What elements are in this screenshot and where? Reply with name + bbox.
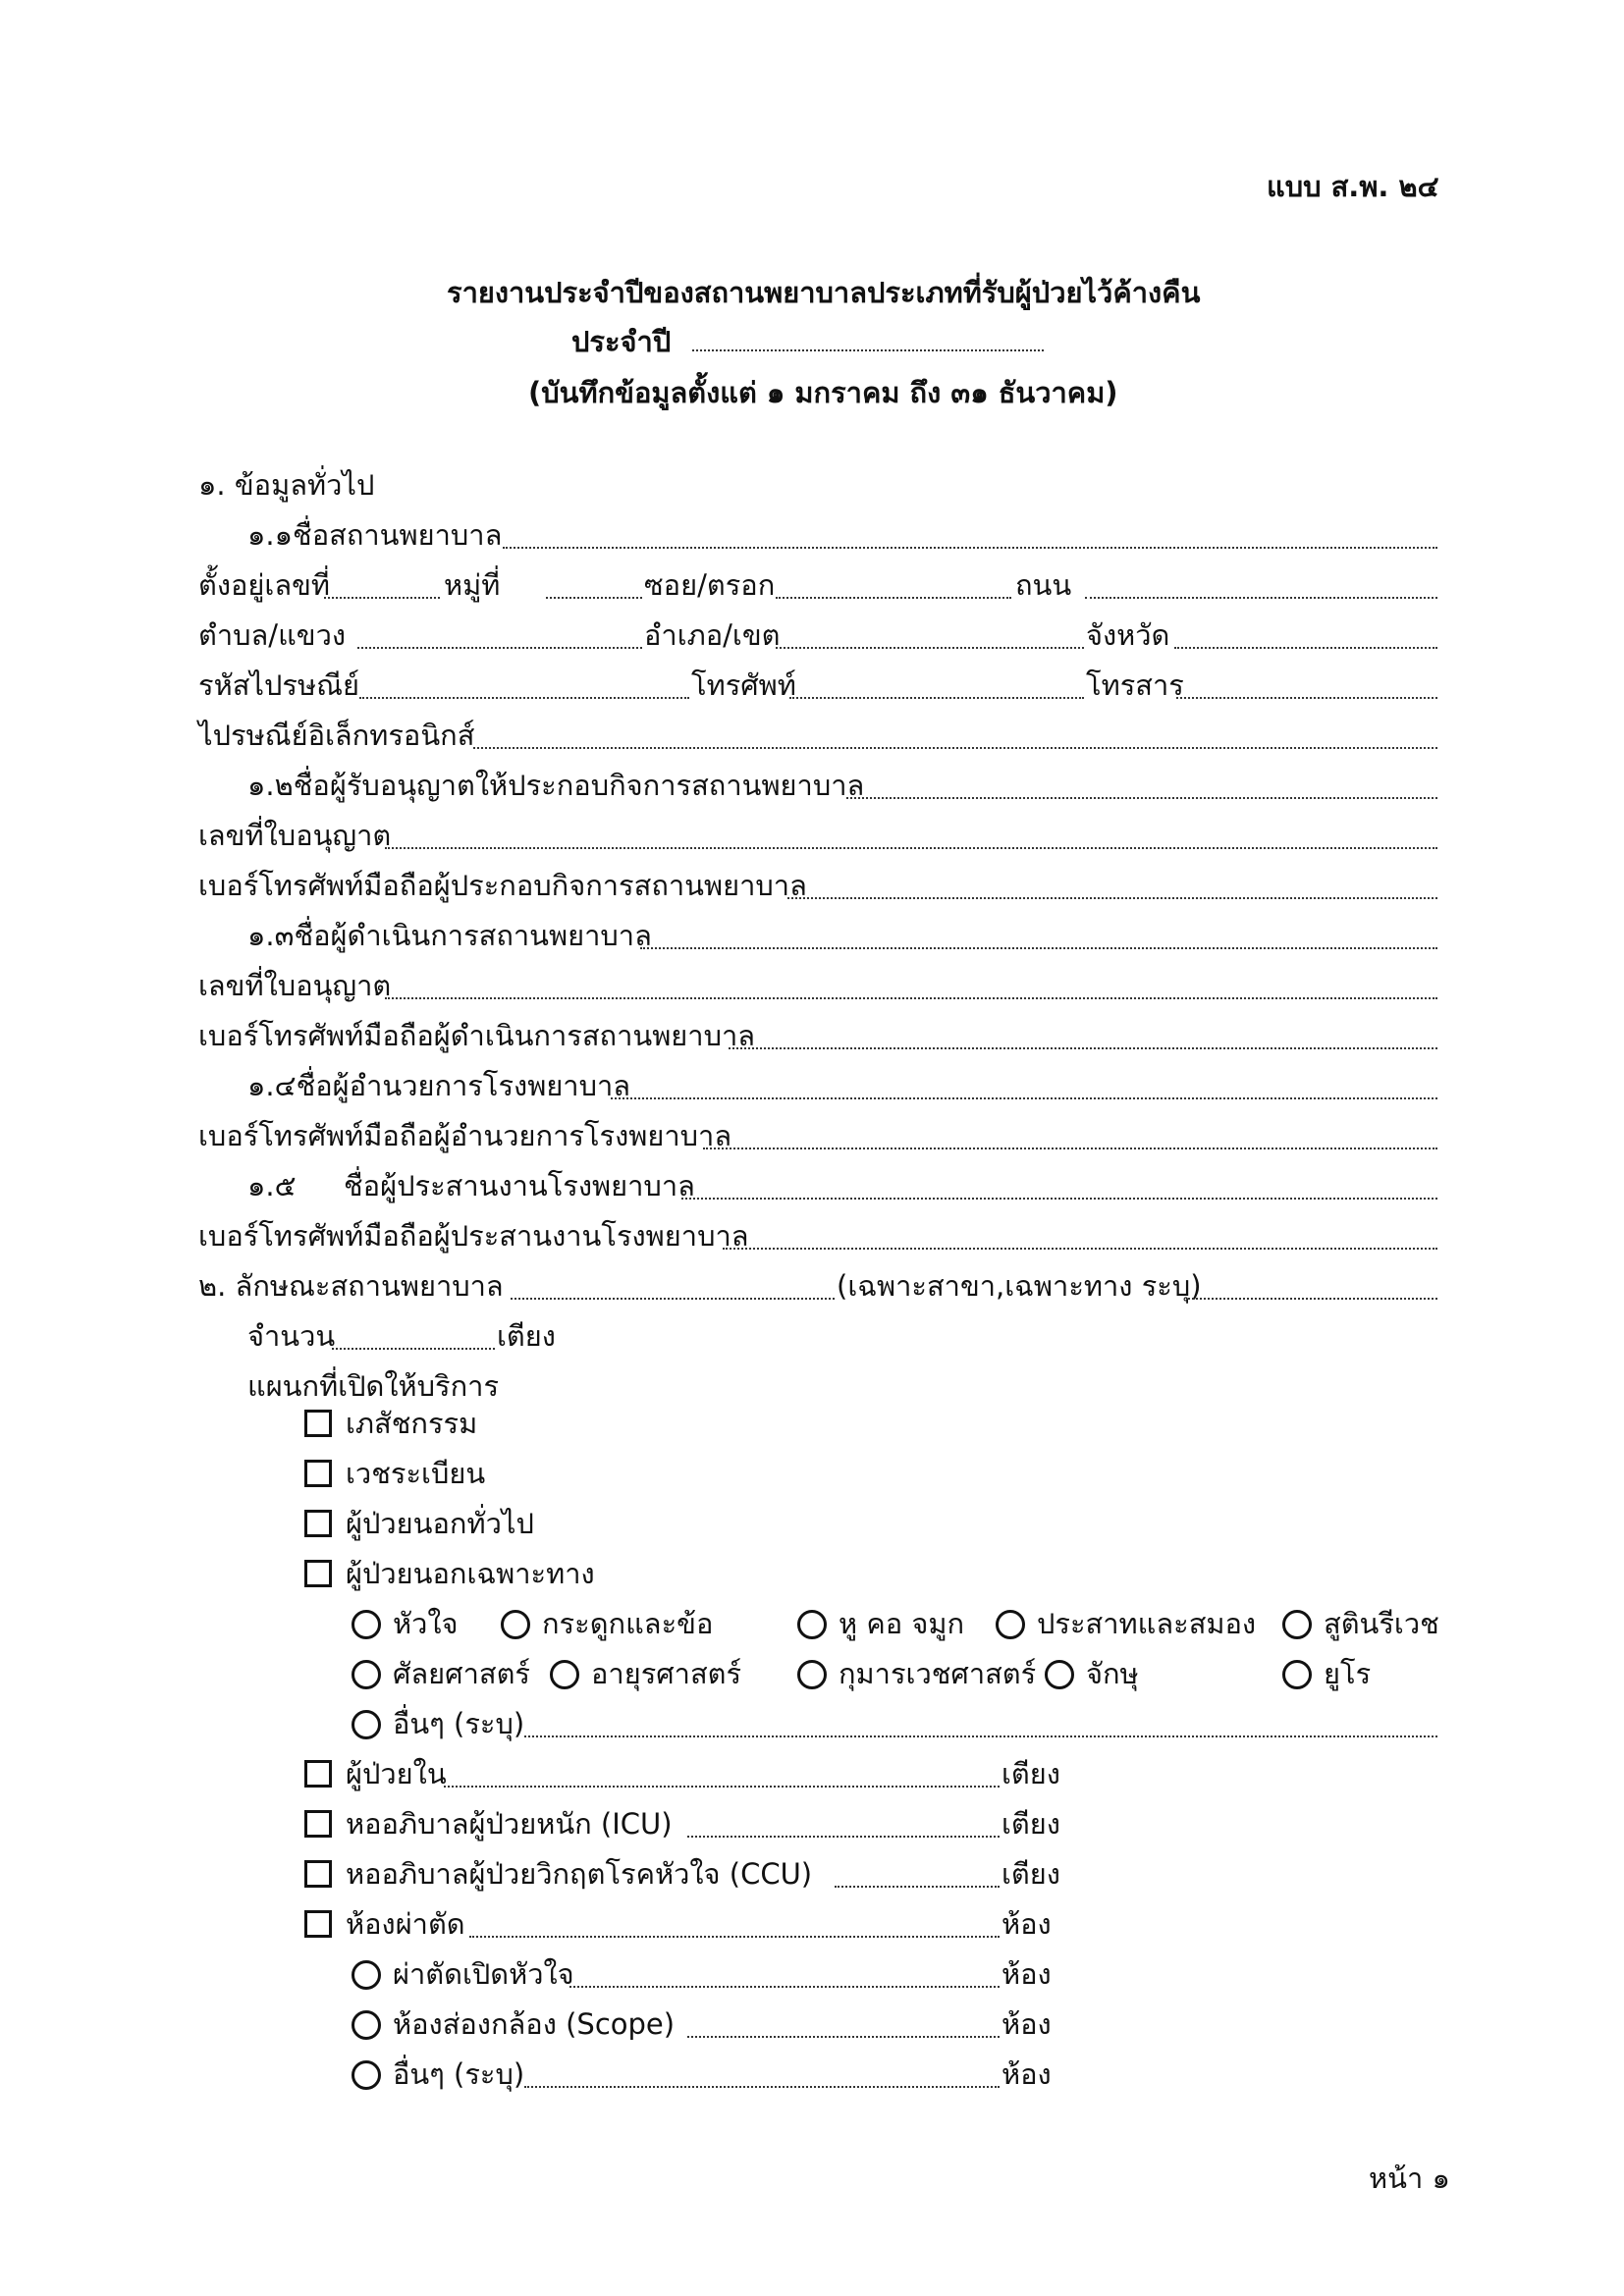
radio-open-heart[interactable] [352, 1960, 381, 1990]
field-operator[interactable] [640, 947, 1437, 949]
label-tambon: ตำบล/แขวง [198, 618, 347, 652]
label-urology: ยูโร [1324, 1657, 1372, 1690]
field-licensee[interactable] [846, 797, 1437, 799]
checkbox-general-opd[interactable] [304, 1510, 332, 1537]
field-hospital-type[interactable] [511, 1298, 835, 1300]
label-other-room: อื่นๆ (ระบุ) [393, 2057, 525, 2091]
radio-other-room[interactable] [352, 2060, 381, 2090]
field-addr-no[interactable] [324, 597, 440, 599]
label-mobile-4: เบอร์โทรศัพท์มือถือผู้ประสานงานโรงพยาบาล [198, 1219, 749, 1253]
label-ent: หู คอ จมูก [839, 1607, 965, 1640]
field-province[interactable] [1174, 647, 1437, 649]
label-operator: ๑.๓ชื่อผู้ดำเนินการสถานพยาบาล [247, 919, 652, 952]
label-mobile-3: เบอร์โทรศัพท์มือถือผู้อำนวยการโรงพยาบาล [198, 1119, 732, 1152]
label-moo: หมู่ที่ [444, 568, 501, 602]
title-line1: รายงานประจำปีของสถานพยาบาลประเภทที่รับผู้ป่วยไว้ค้างคืน [447, 276, 1201, 309]
field-postcode[interactable] [359, 697, 689, 699]
label-director: ๑.๔ชื่อผู้อำนวยการโรงพยาบาล [247, 1069, 631, 1102]
label-email: ไปรษณีย์อิเล็กทรอนิกส์ [198, 719, 475, 752]
field-amphoe[interactable] [776, 647, 1084, 649]
label-specialty-opd: ผู้ป่วยนอกเฉพาะทาง [346, 1557, 595, 1590]
unit-ccu: เตียง [1001, 1857, 1060, 1891]
field-icu[interactable] [687, 1836, 1000, 1838]
label-hospital-name: ๑.๑ชื่อสถานพยาบาล [247, 518, 503, 552]
field-ccu[interactable] [835, 1886, 1000, 1888]
radio-ophthalmology[interactable] [1045, 1660, 1074, 1689]
label-or: ห้องผ่าตัด [346, 1907, 465, 1941]
label-pediatrics: กุมารเวชศาสตร์ [839, 1657, 1037, 1690]
field-phone[interactable] [789, 697, 1084, 699]
field-ipd[interactable] [444, 1786, 1000, 1788]
label-ccu: หออภิบาลผู้ป่วยวิกฤตโรคหัวใจ (CCU) [346, 1857, 813, 1891]
label-mobile-2: เบอร์โทรศัพท์มือถือผู้ดำเนินการสถานพยาบาล [198, 1019, 756, 1052]
field-coordinator[interactable] [681, 1198, 1437, 1200]
radio-ent[interactable] [797, 1610, 827, 1639]
title-line2: ประจำปี [571, 325, 672, 358]
label-province: จังหวัด [1086, 618, 1170, 652]
label-obgyn: สูตินรีเวช [1324, 1607, 1439, 1640]
field-scope[interactable] [687, 2036, 1000, 2038]
label-count: จำนวน [247, 1319, 336, 1353]
label-medicine: อายุรศาสตร์ [591, 1657, 742, 1690]
label-amphoe: อำเภอ/เขต [644, 618, 781, 652]
label-addr-no: ตั้งอยู่เลขที่ [198, 568, 331, 602]
radio-surgery[interactable] [352, 1660, 381, 1689]
field-other-room[interactable] [524, 2086, 1000, 2088]
label-license-1: เลขที่ใบอนุญาต [198, 819, 392, 852]
label-postcode: รหัสไปรษณีย์ [198, 668, 359, 702]
label-general-opd: ผู้ป่วยนอกทั่วไป [346, 1507, 534, 1540]
radio-neuro[interactable] [996, 1610, 1025, 1639]
field-license-1[interactable] [385, 847, 1437, 849]
field-open-heart[interactable] [569, 1986, 1000, 1988]
unit-open-heart: ห้อง [1001, 1957, 1052, 1991]
unit-ipd: เตียง [1001, 1757, 1060, 1790]
label-neuro: ประสาทและสมอง [1037, 1607, 1257, 1640]
label-medical-records: เวชระเบียน [346, 1457, 486, 1490]
radio-other-specialty[interactable] [352, 1710, 381, 1739]
field-soi[interactable] [776, 597, 1011, 599]
field-other-specialty[interactable] [524, 1735, 1437, 1737]
s1-heading: ๑. ข้อมูลทั่วไป [198, 468, 375, 502]
radio-urology[interactable] [1282, 1660, 1312, 1689]
field-bed-count[interactable] [332, 1348, 495, 1350]
label-license-2: เลขที่ใบอนุญาต [198, 969, 392, 1002]
label-phone: โทรศัพท์ [691, 668, 796, 702]
label-other-specialty: อื่นๆ (ระบุ) [393, 1707, 525, 1740]
field-mobile-3[interactable] [703, 1148, 1437, 1149]
label-scope: ห้องส่องกล้อง (Scope) [393, 2007, 676, 2041]
label-mobile-1: เบอร์โทรศัพท์มือถือผู้ประกอบกิจการสถานพยาบาล [198, 869, 807, 902]
checkbox-icu[interactable] [304, 1810, 332, 1838]
checkbox-ccu[interactable] [304, 1860, 332, 1888]
field-mobile-1[interactable] [787, 897, 1437, 899]
field-road[interactable] [1085, 597, 1437, 599]
field-moo[interactable] [546, 597, 642, 599]
field-mobile-2[interactable] [729, 1047, 1437, 1049]
label-soi: ซอย/ตรอก [644, 568, 776, 602]
checkbox-medical-records[interactable] [304, 1460, 332, 1487]
field-mobile-4[interactable] [723, 1248, 1437, 1250]
field-hospital-name[interactable] [503, 547, 1437, 549]
title-line3: (บันทึกข้อมูลตั้งแต่ ๑ มกราคม ถึง ๓๑ ธันวาคม) [528, 376, 1118, 409]
label-surgery: ศัลยศาสตร์ [393, 1657, 530, 1690]
label-beds: เตียง [497, 1319, 556, 1353]
field-specify[interactable] [1188, 1298, 1437, 1300]
label-licensee: ๑.๒ชื่อผู้รับอนุญาตให้ประกอบกิจการสถานพยาบาล [247, 769, 865, 802]
checkbox-ipd[interactable] [304, 1760, 332, 1788]
checkbox-specialty-opd[interactable] [304, 1560, 332, 1587]
radio-scope[interactable] [352, 2010, 381, 2040]
page-number: หน้า ๑ [1369, 2162, 1450, 2195]
label-1-5-number: ๑.๕ [247, 1169, 297, 1202]
label-cardio: หัวใจ [393, 1607, 459, 1640]
radio-obgyn[interactable] [1282, 1610, 1312, 1639]
unit-or: ห้อง [1001, 1907, 1052, 1941]
label-coordinator: ชื่อผู้ประสานงานโรงพยาบาล [344, 1169, 695, 1202]
label-specify: (เฉพาะสาขา,เฉพาะทาง ระบุ) [837, 1269, 1202, 1303]
radio-ortho[interactable] [501, 1610, 530, 1639]
unit-scope: ห้อง [1001, 2007, 1052, 2041]
label-pharmacy: เภสัชกรรม [346, 1407, 478, 1440]
radio-pediatrics[interactable] [797, 1660, 827, 1689]
field-director[interactable] [611, 1097, 1437, 1099]
label-ipd: ผู้ป่วยใน [346, 1757, 447, 1790]
unit-other-room: ห้อง [1001, 2057, 1052, 2091]
field-license-2[interactable] [385, 997, 1437, 999]
label-ophthalmology: จักษุ [1086, 1657, 1139, 1690]
checkbox-or[interactable] [304, 1910, 332, 1938]
checkbox-pharmacy[interactable] [304, 1410, 332, 1437]
field-tambon[interactable] [357, 647, 642, 649]
label-open-heart: ผ่าตัดเปิดหัวใจ [393, 1957, 574, 1991]
field-fax[interactable] [1176, 697, 1437, 699]
label-road: ถนน [1015, 568, 1072, 602]
field-email[interactable] [473, 747, 1437, 749]
radio-medicine[interactable] [550, 1660, 579, 1689]
radio-cardio[interactable] [352, 1610, 381, 1639]
form-code: แบบ ส.พ. ๒๔ [1267, 170, 1439, 203]
s2-heading: ๒. ลักษณะสถานพยาบาล [198, 1269, 504, 1303]
label-fax: โทรสาร [1086, 668, 1184, 702]
unit-icu: เตียง [1001, 1807, 1060, 1841]
field-or[interactable] [469, 1936, 1000, 1938]
label-departments: แผนกที่เปิดให้บริการ [247, 1369, 500, 1403]
label-icu: หออภิบาลผู้ป่วยหนัก (ICU) [346, 1807, 673, 1841]
label-ortho: กระดูกและข้อ [542, 1607, 714, 1640]
